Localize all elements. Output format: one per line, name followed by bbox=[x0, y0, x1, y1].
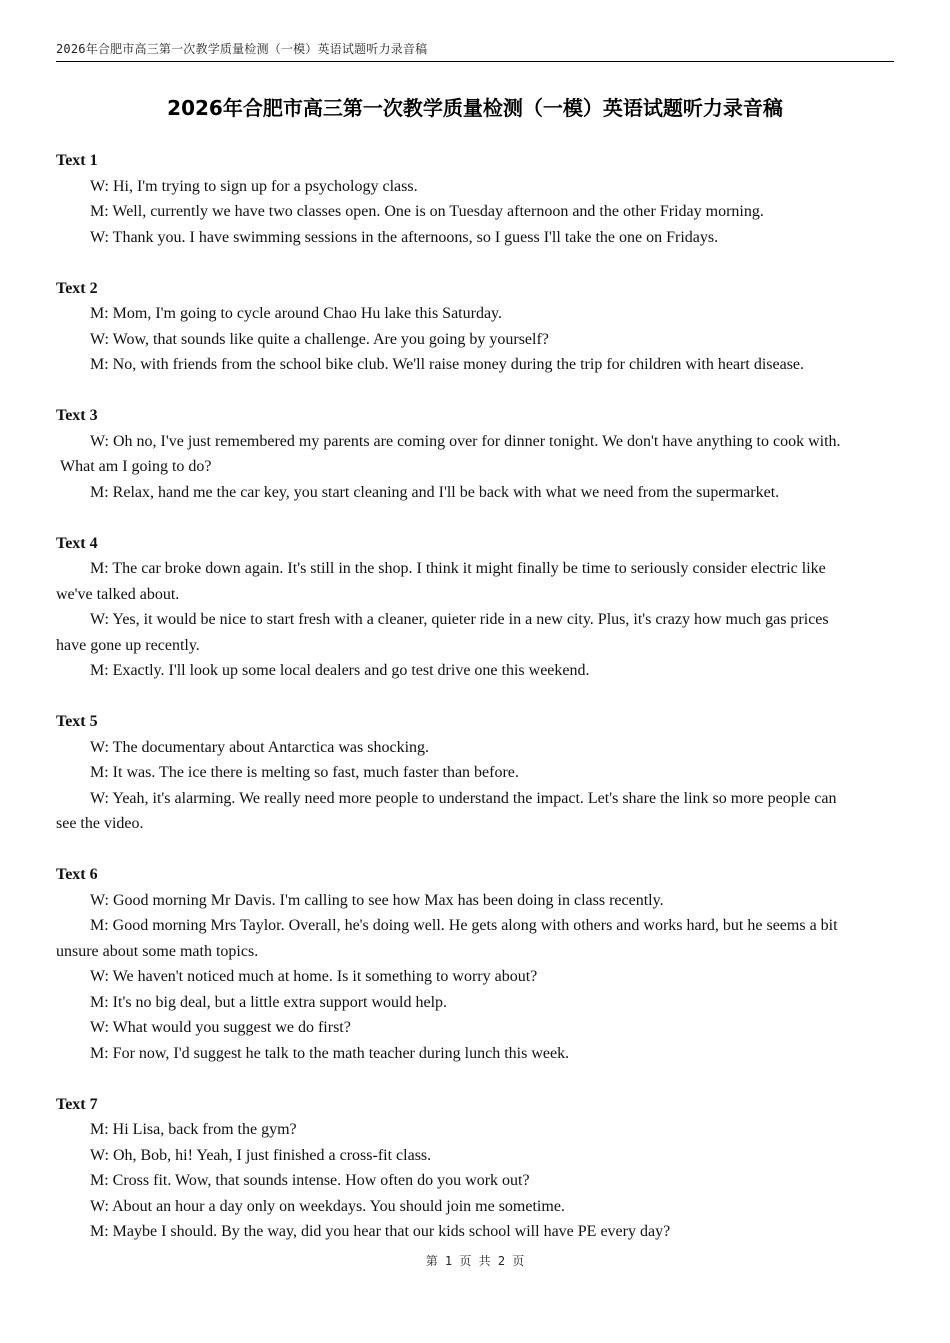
text-heading: Text 3 bbox=[56, 407, 98, 424]
text-heading: Text 1 bbox=[56, 152, 98, 169]
dialogue-line-continued: we've talked about. bbox=[56, 585, 180, 603]
dialogue-line: W: Good morning Mr Davis. I'm calling to see how Max has been doing in class recently. bbox=[90, 891, 664, 909]
text-section-4 bbox=[56, 531, 886, 684]
dialogue-line: W: Yeah, it's alarming. We really need more people to understand the impact. Let's share the link so more people can bbox=[90, 789, 837, 807]
text-heading: Text 2 bbox=[56, 279, 98, 297]
dialogue-line: W: Hi, I'm trying to sign up for a psychology class. bbox=[90, 177, 418, 195]
transcript-body bbox=[56, 148, 886, 1270]
dialogue-line: M: The car broke down again. It's still in the shop. I think it might finally be time to seriously consider electric like bbox=[90, 560, 826, 577]
dialogue-line: M: No, with friends from the school bike club. We'll raise money during the trip for children with heart disease. bbox=[90, 356, 805, 373]
dialogue-line: M: For now, I'd suggest he talk to the math teacher during lunch this week. bbox=[90, 1044, 570, 1062]
dialogue-line: W: Oh no, I've just remembered my parents are coming over for dinner tonight. We don't have anything to cook with. bbox=[90, 432, 841, 450]
text-heading: Text 5 bbox=[56, 713, 98, 730]
text-heading: Text 6 bbox=[56, 866, 98, 883]
dialogue-line: W: We haven't noticed much at home. Is it something to worry about? bbox=[90, 968, 538, 985]
text-heading: Text 7 bbox=[56, 1095, 98, 1113]
running-header: 2026年合肥市高三第一次教学质量检测（一模）英语试题听力录音稿 bbox=[56, 40, 894, 62]
dialogue-line: W: Oh, Bob, hi! Yeah, I just finished a cross-fit class. bbox=[90, 1146, 432, 1164]
dialogue-line: W: About an hour a day only on weekdays. You should join me sometime. bbox=[90, 1197, 565, 1215]
dialogue-line: M: Mom, I'm going to cycle around Chao Hu lake this Saturday. bbox=[90, 305, 502, 322]
text-section-7 bbox=[56, 1092, 886, 1245]
dialogue-line: M: Cross fit. Wow, that sounds intense. How often do you work out? bbox=[90, 1172, 530, 1189]
dialogue-line: W: Wow, that sounds like quite a challenge. Are you going by yourself? bbox=[90, 330, 549, 348]
document-title: 2026年合肥市高三第一次教学质量检测（一模）英语试题听力录音稿 bbox=[167, 96, 783, 120]
dialogue-line-continued: see the video. bbox=[56, 815, 144, 832]
text-section-3 bbox=[56, 403, 886, 505]
dialogue-line-continued: unsure about some math topics. bbox=[56, 942, 259, 960]
text-section-5 bbox=[56, 709, 886, 837]
dialogue-line: W: The documentary about Antarctica was shocking. bbox=[90, 738, 430, 756]
dialogue-line: W: What would you suggest we do first? bbox=[90, 1019, 351, 1036]
text-section-1 bbox=[56, 148, 886, 250]
dialogue-line: M: Relax, hand me the car key, you start cleaning and I'll be back with what we need from the supermarket. bbox=[90, 483, 780, 501]
dialogue-line: M: Good morning Mrs Taylor. Overall, he's doing well. He gets along with others and works hard, but he seems a bit bbox=[90, 917, 838, 934]
text-section-2 bbox=[56, 276, 886, 378]
dialogue-line: M: Well, currently we have two classes open. One is on Tuesday afternoon and the other Friday morning. bbox=[90, 203, 764, 220]
text-heading: Text 4 bbox=[56, 534, 98, 552]
dialogue-line: M: Maybe I should. By the way, did you hear that our kids school will have PE every day? bbox=[90, 1223, 671, 1240]
dialogue-line: M: Hi Lisa, back from the gym? bbox=[90, 1121, 297, 1138]
page-number: 第 1 页 共 2 页 bbox=[425, 1254, 525, 1268]
dialogue-line: W: Thank you. I have swimming sessions in the afternoons, so I guess I'll take the one on Fridays. bbox=[90, 228, 719, 246]
dialogue-line: M: It's no big deal, but a little extra support would help. bbox=[90, 993, 448, 1011]
text-section-6 bbox=[56, 862, 886, 1066]
dialogue-line: M: It was. The ice there is melting so fast, much faster than before. bbox=[90, 764, 519, 781]
dialogue-line: M: Exactly. I'll look up some local dealers and go test drive one this weekend. bbox=[90, 662, 590, 679]
dialogue-line-continued: have gone up recently. bbox=[56, 636, 200, 654]
dialogue-line-continued: What am I going to do? bbox=[60, 458, 212, 475]
dialogue-line: W: Yes, it would be nice to start fresh with a cleaner, quieter ride in a new city. Plus, it's crazy how much gas prices bbox=[90, 611, 829, 628]
